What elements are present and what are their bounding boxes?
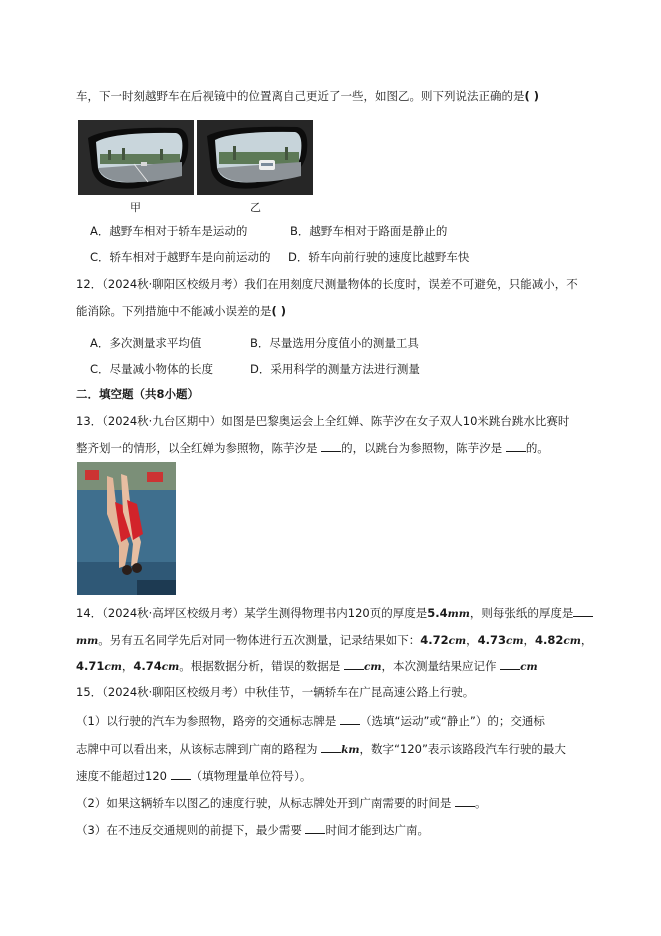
q14-stem-line3: 4.71cm，4.74cm。根据数据分析，错误的数据是 cm，本次测量结果应记作 cm bbox=[76, 659, 538, 673]
q15-part2: （2）如果这辆轿车以图乙的速度行驶，从标志牌处开到广南需要的时间是 。 bbox=[76, 796, 487, 810]
q11-option-d: D．轿车向前行驶的速度比越野车快 bbox=[288, 250, 470, 264]
mirror-figure-jia bbox=[78, 120, 194, 195]
q15-blank-unit[interactable] bbox=[171, 768, 191, 780]
q12-stem-line1: 12．（2024秋·聊阳区校级月考）我们在用刻度尺测量物体的长度时，误差不可避免，只能减小，不 bbox=[76, 277, 578, 291]
q12-option-b: B．尽量选用分度值小的测量工具 bbox=[250, 336, 419, 350]
figure-caption-jia: 甲 bbox=[130, 201, 141, 214]
q12-option-c: C．尽量减小物体的长度 bbox=[90, 362, 214, 376]
q12-answer-paren: ( ) bbox=[271, 304, 287, 318]
side-mirror-jia-image bbox=[78, 120, 194, 195]
q11-option-a: A．越野车相对于轿车是运动的 bbox=[90, 224, 248, 238]
q15-blank-motion[interactable] bbox=[340, 713, 360, 725]
q15-part1-line2: 志牌中可以看出来，从该标志牌到广南的路程为 km，数字“120”表示该路段汽车行驶的最大 bbox=[76, 742, 566, 756]
mirror-figure-yi bbox=[197, 120, 313, 195]
section-fill-in-title: 二．填空题（共8小题） bbox=[76, 387, 200, 401]
q15-part1-line3: 速度不能超过120 （填物理量单位符号）。 bbox=[76, 769, 312, 783]
q15-blank-min-time[interactable] bbox=[305, 822, 325, 834]
side-mirror-yi-image bbox=[197, 120, 313, 195]
q14-stem-line2: mm。另有五名同学先后对同一物体进行五次测量，记录结果如下：4.72cm，4.73cm，4.82cm， bbox=[76, 633, 593, 647]
q13-stem-line1: 13．（2024秋·九台区期中）如图是巴黎奥运会上全红婵、陈芋汐在女子双人10米跳台跳水比赛时 bbox=[76, 414, 570, 428]
q13-stem-line2: 整齐划一的情形，以全红婵为参照物，陈芋汐是 的，以跳台为参照物，陈芋汐是 的。 bbox=[76, 441, 549, 455]
q14-blank-thickness[interactable] bbox=[573, 605, 593, 617]
q15-blank-time[interactable] bbox=[455, 795, 475, 807]
q15-stem-line1: 15．（2024秋·聊阳区校级月考）中秋佳节，一辆轿车在广昆高速公路上行驶。 bbox=[76, 685, 475, 699]
divers-image bbox=[77, 462, 176, 595]
divers-photo bbox=[77, 462, 176, 595]
q13-blank-2[interactable] bbox=[506, 440, 526, 452]
q12-option-a: A．多次测量求平均值 bbox=[90, 336, 202, 350]
q14-stem-line1: 14．（2024秋·高坪区校级月考）某学生测得物理书内120页的厚度是5.4mm，则每张纸的厚度是 bbox=[76, 605, 593, 622]
q15-part1-line1: （1）以行驶的汽车为参照物，路旁的交通标志牌是 （选填“运动”或“静止”）的；交通标 bbox=[76, 714, 545, 728]
q11-stem-tail: 车，下一时刻越野车在后视镜中的位置离自己更近了一些，如图乙。则下列说法正确的是( ) bbox=[76, 89, 540, 103]
q15-part3: （3）在不违反交通规则的前提下，最少需要 时间才能到达广南。 bbox=[76, 823, 429, 837]
q14-blank-wrong-data[interactable] bbox=[344, 658, 364, 670]
figure-caption-yi: 乙 bbox=[250, 201, 261, 214]
q14-blank-result[interactable] bbox=[500, 658, 520, 670]
q11-option-c: C．轿车相对于越野车是向前运动的 bbox=[90, 250, 271, 264]
q12-stem-line2: 能消除。下列措施中不能减小误差的是( ) bbox=[76, 304, 287, 318]
q11-option-b: B．越野车相对于路面是静止的 bbox=[290, 224, 448, 238]
q15-blank-distance[interactable] bbox=[321, 741, 341, 753]
q12-option-d: D．采用科学的测量方法进行测量 bbox=[250, 362, 420, 376]
q11-answer-paren: ( ) bbox=[524, 89, 540, 103]
q13-blank-1[interactable] bbox=[321, 440, 341, 452]
